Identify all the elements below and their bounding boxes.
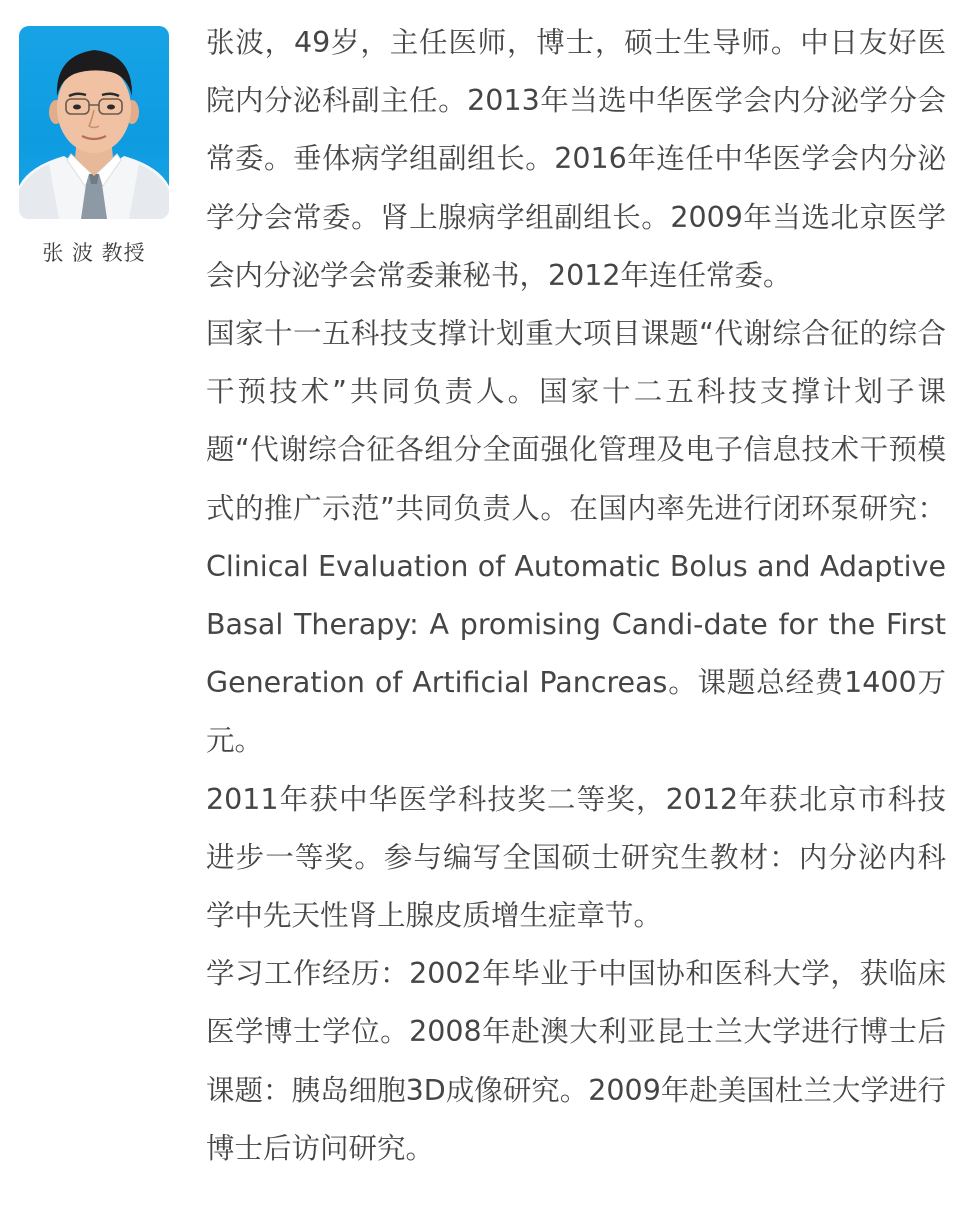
portrait-photo <box>19 26 169 219</box>
profile-card <box>19 26 169 267</box>
professor-name-caption: 张 波 教授 <box>42 241 146 265</box>
eye-right <box>107 105 115 110</box>
eye-left <box>73 105 81 110</box>
bio-paragraph-awards: 2011年获中华医学科技奖二等奖，2012年获北京市科技进步一等奖。参与编写全国硕士研究生教材：内分泌内科学中先天性肾上腺皮质增生症章节。 <box>206 782 946 933</box>
bio-paragraph-projects: 国家十一五科技支撑计划重大项目课题“代谢综合征的综合干预技术”共同负责人。国家十二五科技支撑计划子课题“代谢综合征各组分全面强化管理及电子信息技术干预模式的推广示范”共同负责人。在国内率先进行闭环泵研究：Clinical Evaluation of Automatic Bolus and Adaptive Basal Therapy: A promising Candi-date for the First Generation of Artificial Pancreas。课题总经费1400万元。 <box>206 317 946 758</box>
bio-paragraph-education: 学习工作经历：2002年毕业于中国协和医科大学，获临床医学博士学位。2008年赴澳大利亚昆士兰大学进行博士后课题：胰岛细胞3D成像研究。2009年赴美国杜兰大学进行博士后访问研究。 <box>206 957 946 1165</box>
portrait-illustration <box>19 26 169 219</box>
bio-paragraph-positions: 张波，49岁，主任医师，博士，硕士生导师。中日友好医院内分泌科副主任。2013年当选中华医学会内分泌学分会常委。垂体病学组副组长。2016年连任中华医学会内分泌学分会常委。肾上腺病学组副组长。2009年当选北京医学会内分泌学会常委兼秘书，2012年连任常委。 <box>206 26 946 292</box>
biography-text <box>206 14 946 1178</box>
